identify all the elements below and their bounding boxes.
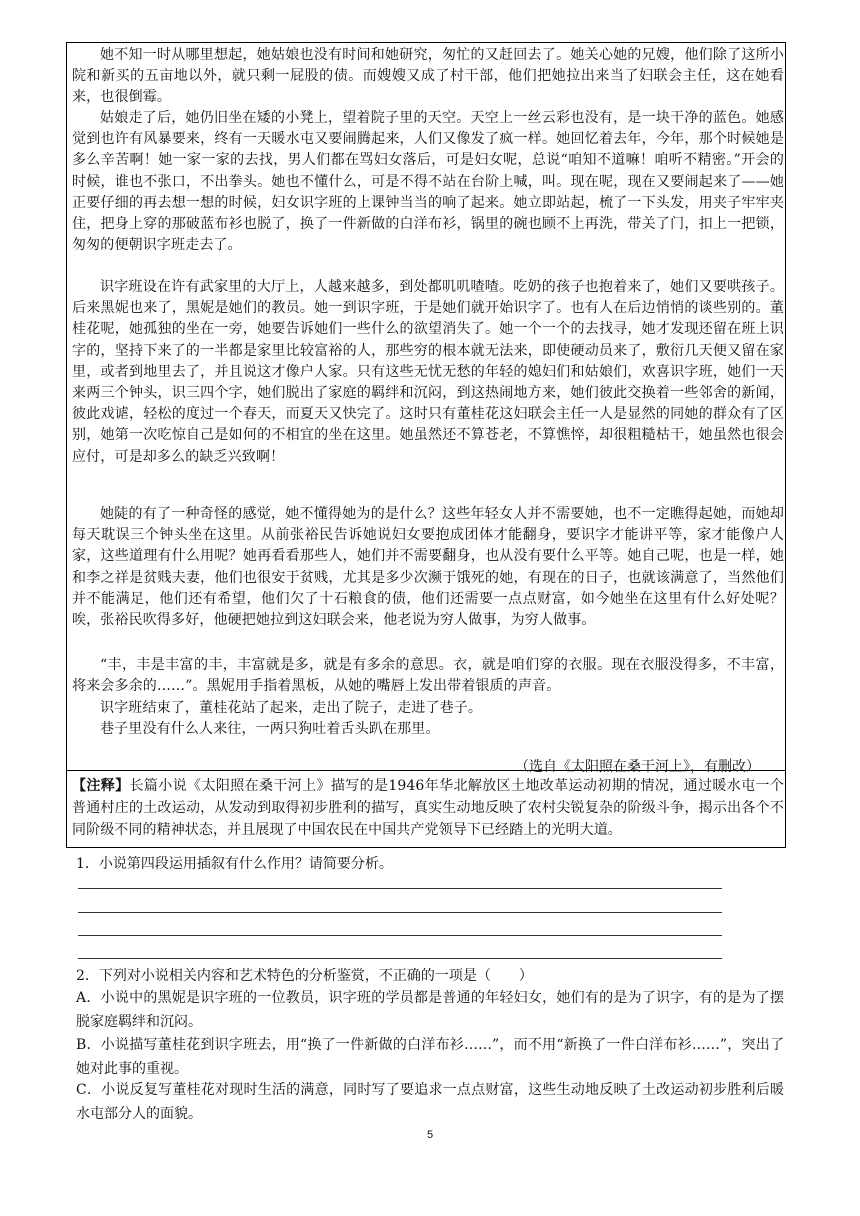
annotation-note (72, 775, 784, 841)
answer-line-1[interactable] (78, 888, 722, 889)
passage-paragraph-5: “丰，丰是丰富的丰，丰富就是多，就是有多余的意思。衣，就是咱们穿的衣服。现在衣服没得多，不丰富，将来会多余的……”。黑妮用手指着黑板，从她的嘴唇上发出带着银质的声音。 (72, 657, 784, 695)
note-label: 【注释】 (72, 778, 130, 794)
note-body: 长篇小说《太阳照在桑干河上》描写的是1946年华北解放区土地改革运动初期的情况，通过暖水屯一个普通村庄的土改运动，从发动到取得初步胜利的描写，真实生动地反映了农村尖锐复杂的阶级斗争，揭示出各个不同阶级不同的精神状态，并且展现了中国农民在中国共产党领导下已经踏上的光明大道。 (72, 778, 784, 838)
passage-paragraph-6: 识字班结束了，董桂花站了起来，走出了院子，走进了巷子。 (100, 700, 483, 716)
passage-paragraph-3: 识字班设在许有武家里的大厅上，人越来越多，到处都叽叽喳喳。吃奶的孩子也抱着来了，她们又要哄孩子。后来黑妮也来了，黑妮是她们的教员。她一到识字班，于是她们就开始识字了。也有人在后边悄悄的谈些别的。董桂花呢，她孤独的坐在一旁，她要告诉她们一些什么的欲望消失了。她一个一个的去找寻，她才发现还留在班上识字的，坚持下来了的一半都是家里比较富裕的人，那些穷的根本就无法来，即使硬动员来了，敷衍几天便又留在家里，或者到地里去了，并且说这才像户人家。只有这些无忧无愁的年轻的媳妇们和姑娘们，欢喜识字班，她们一天来两三个钟头，识三四个字，她们脱出了家庭的羁绊和沉闷，到这热闹地方来，她们彼此交换着一些邻舍的新闻，彼此戏谑，轻松的度过一个春天，而夏天又快完了。这时只有董桂花这妇联会主任一人是显然的同她的群众有了区别，她第一次吃惊自己是如何的不相宜的坐在这里。她虽然还不算苍老，不算憔悴，却很粗糙枯干，她虽然也很会应付，可是却多么的缺乏兴致啊！ (72, 279, 784, 465)
passage-paragraph-4: 她陡的有了一种奇怪的感觉，她不懂得她为的是什么？这些年轻女人并不需要她，也不一定瞧得起她，而她却每天耽误三个钟头坐在这里。从前张裕民告诉她说妇女要抱成团体才能翻身，要识字才能讲平等，家才能像户人家，这些道理有什么用呢？她再看看那些人，她们并不需要翻身，也从没有要什么平等。她自己呢，也是一样，她和李之祥是贫贱夫妻，他们也很安于贫贱，尤其是多少次濒于饿死的她，有现在的日子，也就该满意了，当然他们并不能满足，他们还有希望，他们欠了十石粮食的债，他们还需要一点点财富，如今她坐在这里有什么好处呢？唉，张裕民吹得多好，他硬把她拉到这妇联会来，他老说为穷人做事，为穷人做事。 (72, 506, 784, 629)
passage-paragraph-7: 巷子里没有什么人来往，一两只狗吐着舌头趴在那里。 (100, 721, 440, 737)
source-citation: （选自《太阳照在桑干河上》，有删改） (515, 759, 760, 775)
option-a[interactable]: A．小说中的黑妮是识字班的一位教员，识字班的学员都是普通的年轻妇女，她们有的是为了识字，有的是为了摆脱家庭羁绊和沉闷。 (76, 990, 784, 1030)
option-c[interactable]: C．小说反复写董桂花对现时生活的满意，同时写了要追求一点点财富，这些生动地反映了土改运动初步胜利后暖水屯部分人的面貌。 (76, 1082, 784, 1122)
question-1: 1．小说第四段运用插叙有什么作用？请简要分析。 (76, 856, 393, 872)
answer-line-2[interactable] (78, 912, 722, 913)
passage-paragraph-1: 她不知一时从哪里想起，她姑娘也没有时间和她研究，匆忙的又赶回去了。她关心她的兄嫂，他们除了这所小院和新买的五亩地以外，就只剩一屁股的债。而嫂嫂又成了村干部，他们把她拉出来当了妇联会主任，这在她看来，也很倒霉。 (72, 47, 784, 106)
question-2: 2．下列对小说相关内容和艺术特色的分析鉴赏，不正确的一项是（ ） (76, 968, 533, 984)
option-b[interactable]: B．小说描写董桂花到识字班去，用“换了一件新做的白洋布衫……”，而不用“新换了一件白洋布衫……”，突出了她对此事的重视。 (76, 1037, 784, 1077)
page-number: 5 (426, 1129, 434, 1141)
passage-paragraph-2: 姑娘走了后，她仍旧坐在矮的小凳上，望着院子里的天空。天空上一丝云彩也没有，是一块干净的蓝色。她感觉到也许有风暴要来，终有一天暖水屯又要闹腾起来，人们又像发了疯一样。她回忆着去年，今年，那个时候她是多么辛苦啊！她一家一家的去找，男人们都在骂妇女落后，可是妇女呢，总说“咱知不道嘛！咱听不精密。”开会的时候，谁也不张口，不出拳头。她也不懂什么，可是不得不站在台阶上喊，叫。现在呢，现在又要闹起来了——她正要仔细的再去想一想的时候，妇女识字班的上课钟当当的响了起来。她立即站起，梳了一下头发，用夹子牢牢夹住，把身上穿的那破蓝布衫也脱了，换了一件新做的白洋布衫，锅里的碗也顾不上再洗，带关了门，扣上一把锁，匆匆的便朝识字班走去了。 (72, 110, 784, 254)
answer-line-3[interactable] (78, 935, 722, 936)
answer-line-4[interactable] (78, 958, 722, 959)
